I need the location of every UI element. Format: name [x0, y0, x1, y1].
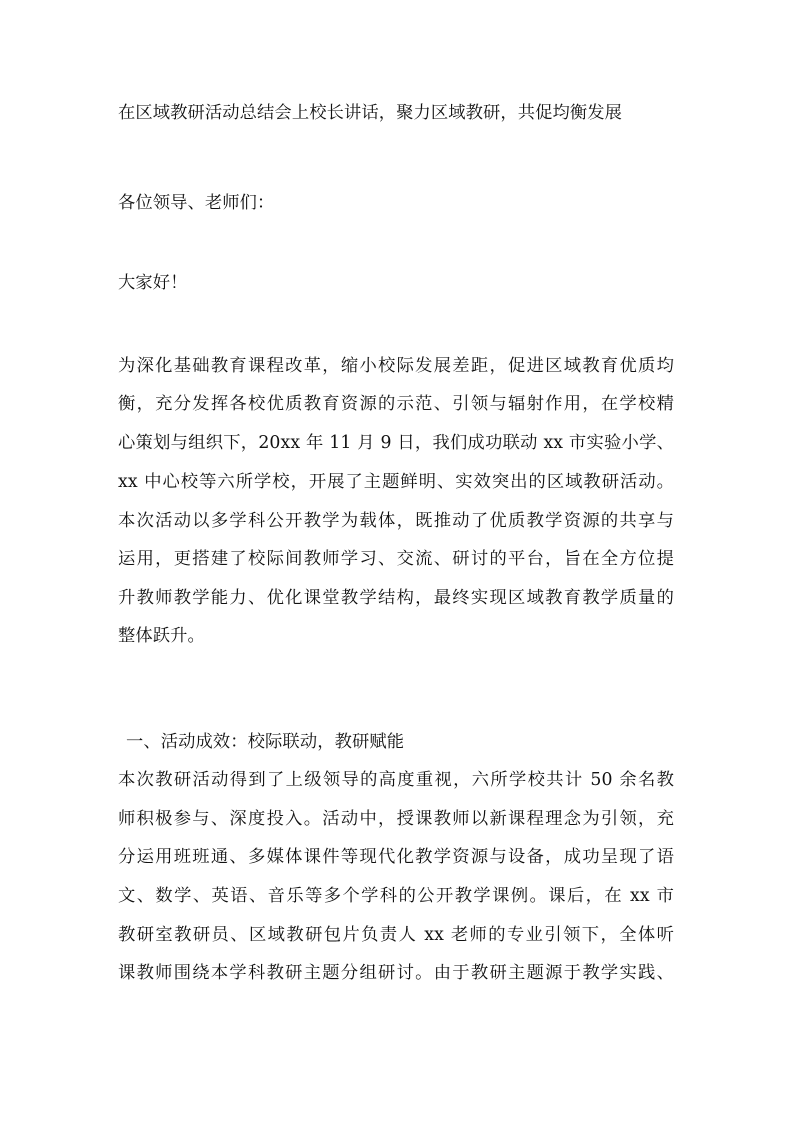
greeting: 大家好！	[118, 273, 188, 293]
section-heading: 一、活动成效：校际联动，教研赋能	[126, 732, 405, 752]
document-title: 在区域教研活动总结会上校长讲话，聚力区域教研，共促均衡发展	[118, 103, 623, 123]
paragraph-line: 心策划与组织下，20xx 年 11 月 9 日，我们成功联动 xx 市实验小学、	[118, 433, 674, 453]
salutation: 各位领导、老师们：	[118, 193, 275, 213]
paragraph-line: 为深化基础教育课程改革，缩小校际发展差距，促进区域教育优质均	[118, 356, 674, 376]
paragraph-line: 师积极参与、深度投入。活动中，授课教师以新课程理念为引领，充	[118, 809, 674, 829]
paragraph-line: 本次活动以多学科公开教学为载体，既推动了优质教学资源的共享与	[118, 511, 674, 531]
paragraph-line: 文、数学、英语、音乐等多个学科的公开教学课例。课后，在 xx 市	[118, 886, 674, 906]
paragraph-line: 运用，更搭建了校际间教师学习、交流、研讨的平台，旨在全方位提	[118, 549, 674, 569]
paragraph-line: 衡，充分发挥各校优质教育资源的示范、引领与辐射作用，在学校精	[118, 394, 674, 414]
paragraph-line: 本次教研活动得到了上级领导的高度重视，六所学校共计 50 余名教	[118, 770, 674, 790]
paragraph-line: xx 中心校等六所学校，开展了主题鲜明、实效突出的区域教研活动。	[118, 472, 674, 492]
paragraph-line: 升教师教学能力、优化课堂教学结构，最终实现区域教育教学质量的	[118, 588, 674, 608]
paragraph-line: 整体跃升。	[118, 626, 205, 646]
paragraph-line: 教研室教研员、区域教研包片负责人 xx 老师的专业引领下，全体听	[118, 925, 674, 945]
paragraph-line: 课教师围绕本学科教研主题分组研讨。由于教研主题源于教学实践、	[118, 963, 674, 983]
paragraph-line: 分运用班班通、多媒体课件等现代化教学资源与设备，成功呈现了语	[118, 847, 674, 867]
